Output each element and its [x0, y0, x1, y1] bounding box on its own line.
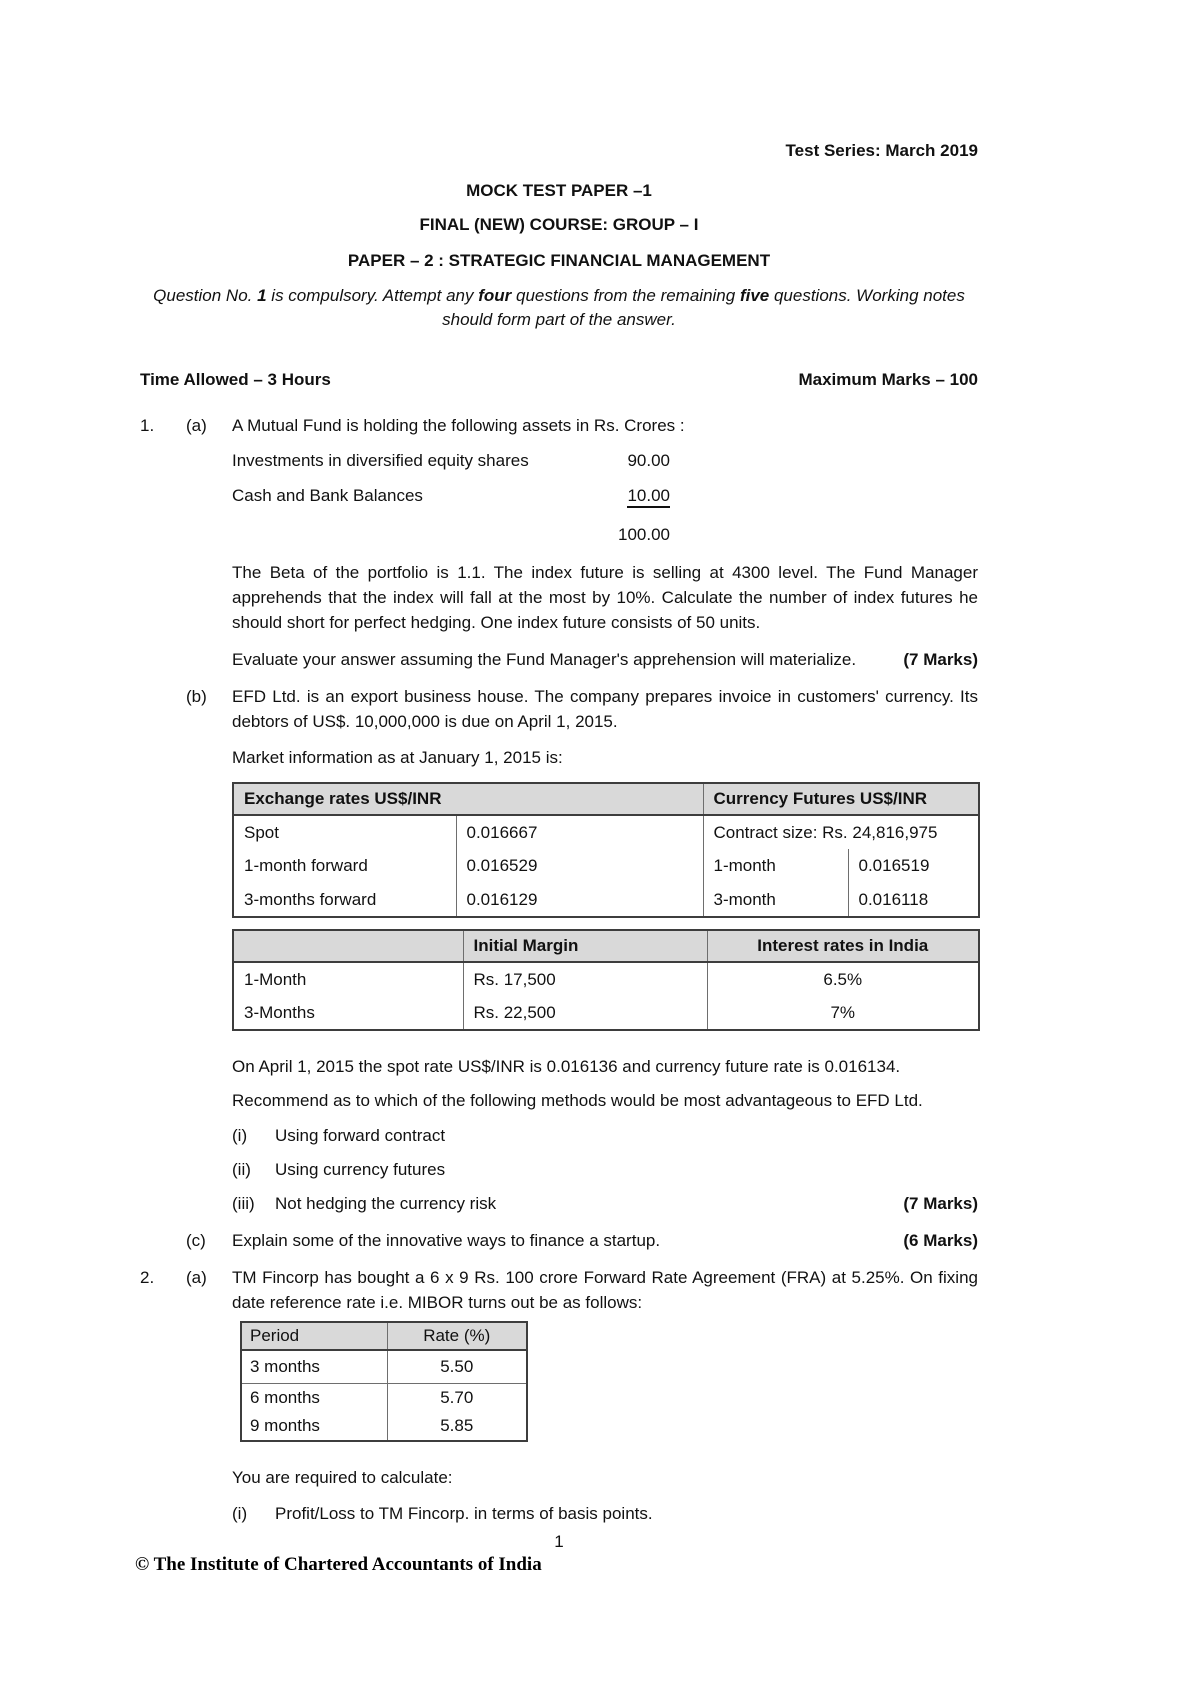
asset-list: [232, 448, 978, 547]
page-number: 1: [554, 1532, 564, 1551]
part-label: (c): [186, 1231, 206, 1250]
margin-interest-table: [232, 929, 980, 1031]
requirement-text: Profit/Loss to TM Fincorp. in terms of basis points.: [275, 1504, 653, 1523]
question-1b-row: [140, 684, 978, 734]
requirement-list: [232, 1501, 978, 1526]
rate-header-cell: Rate (%): [387, 1322, 527, 1350]
empty-header-cell: [233, 930, 463, 962]
currency-futures-header-cell: Currency Futures US$/INR: [703, 783, 979, 815]
table-cell: 7%: [830, 1002, 856, 1022]
question-1a-body: The Beta of the portfolio is 1.1. The index future is selling at 4300 level. The Fund Manager apprehends that the index will fall at the most by 10%. Calculate the number of index futures he should short for perfect hedging. One index future consists of 50 units.: [232, 563, 978, 632]
exam-instruction: [140, 284, 978, 332]
table-cell: 3-Months: [233, 996, 463, 1030]
table-cell: 0.016519: [858, 856, 930, 875]
table-cell: 9 months: [241, 1412, 387, 1441]
requirement-label: (i): [232, 1504, 248, 1523]
question-1c-row: [140, 1228, 978, 1253]
table-cell: 0.016129: [456, 883, 703, 917]
instruction-text: Question No.: [153, 286, 258, 305]
contract-size-cell: Contract size: Rs. 24,816,975: [713, 822, 938, 842]
course-title: FINAL (NEW) COURSE: GROUP – I: [419, 215, 699, 234]
table-cell: 3 months: [241, 1350, 387, 1383]
table-row: [233, 962, 979, 996]
table-cell: 1-month forward: [233, 849, 456, 883]
question-2a-row: [140, 1265, 978, 1315]
evaluate-text: Evaluate your answer assuming the Fund Manager's apprehension will materialize.: [232, 650, 857, 669]
exam-instruction-line-1: [140, 284, 978, 308]
asset-row: [232, 448, 978, 473]
interest-rates-header-cell: Interest rates in India: [707, 930, 979, 962]
april-note: On April 1, 2015 the spot rate US$/INR is 0.016136 and currency future rate is 0.016134.: [232, 1057, 901, 1076]
question-1c-text: Explain some of the innovative ways to finance a startup.: [232, 1231, 661, 1250]
requirement-item: [232, 1501, 978, 1526]
table-cell: 5.50: [387, 1350, 527, 1383]
requirement-line: You are required to calculate:: [232, 1468, 453, 1487]
test-series-label: Test Series: March 2019: [785, 141, 978, 160]
asset-row: [232, 483, 978, 508]
question-number: [140, 1228, 186, 1253]
question-1b-intro: EFD Ltd. is an export business house. The company prepares invoice in customers' currency. Its debtors of US$. 10,000,000 is due on April 1, 2015.: [232, 687, 978, 731]
option-text: Using forward contract: [275, 1126, 446, 1145]
question-number: [140, 684, 186, 734]
part-label: (a): [186, 1268, 207, 1287]
time-allowed-label: Time Allowed – 3 Hours: [140, 370, 331, 389]
marks-badge: (7 Marks): [903, 1194, 978, 1213]
table-cell: 0.016118: [858, 889, 929, 909]
recommend-line: Recommend as to which of the following methods would be most advantageous to EFD Ltd.: [232, 1091, 923, 1110]
table-row: [241, 1350, 527, 1383]
table-cell: 1-month: [703, 849, 848, 883]
table-row: [233, 815, 979, 849]
table-cell: 6.5%: [823, 969, 863, 989]
table-cell: 1-Month: [233, 962, 463, 996]
marks-badge: (7 Marks): [903, 650, 978, 669]
part-label: (b): [186, 687, 207, 706]
table-header-row: [233, 930, 979, 962]
option-list: [232, 1123, 978, 1216]
table-cell: 5.85: [440, 1416, 474, 1435]
subtotal-underline: 10.00: [627, 486, 670, 508]
question-number: 2.: [140, 1268, 155, 1287]
table-cell: 6 months: [241, 1383, 387, 1412]
option-label: (ii): [232, 1160, 251, 1179]
question-1a-intro: A Mutual Fund is holding the following assets in Rs. Crores :: [232, 416, 685, 435]
exam-instruction-line-2: should form part of the answer.: [442, 310, 676, 329]
page-title: MOCK TEST PAPER –1: [466, 181, 652, 200]
instruction-bold: five: [739, 286, 770, 305]
question-2a-intro: TM Fincorp has bought a 6 x 9 Rs. 100 crore Forward Rate Agreement (FRA) at 5.25%. On fixing date reference rate i.e. MIBOR turns out be as follows:: [232, 1268, 978, 1312]
instruction-text: is compulsory. Attempt any: [266, 286, 479, 305]
table-cell: Spot: [233, 815, 456, 849]
asset-value: 90.00: [627, 451, 670, 470]
table-header-row: [241, 1322, 527, 1350]
table-cell: 3-month: [703, 883, 848, 917]
option-text: Not hedging the currency risk: [275, 1194, 497, 1213]
period-header-cell: Period: [241, 1322, 387, 1350]
table-row: [241, 1383, 527, 1412]
table-cell: 5.70: [440, 1387, 474, 1407]
table-row: [241, 1412, 527, 1441]
option-item: [232, 1123, 978, 1148]
question-number: 1.: [140, 416, 155, 435]
option-item: [232, 1157, 978, 1182]
paper-title: PAPER – 2 : STRATEGIC FINANCIAL MANAGEMENT: [347, 251, 771, 270]
option-label: (i): [232, 1126, 248, 1145]
asset-name: [232, 522, 608, 547]
option-item: [232, 1191, 978, 1216]
table-row: [233, 883, 979, 917]
market-info-line: Market information as at January 1, 2015 is:: [232, 748, 563, 767]
asset-name: Investments in diversified equity shares: [232, 451, 529, 470]
table-cell: Rs. 22,500: [463, 996, 707, 1030]
initial-margin-header-cell: Initial Margin: [463, 930, 707, 962]
page-content: [140, 0, 978, 1554]
table-cell: 3-months forward: [233, 883, 456, 917]
marks-badge: (6 Marks): [903, 1231, 978, 1250]
time-marks-row: [140, 370, 978, 390]
asset-value: [608, 483, 670, 508]
maximum-marks-label: Maximum Marks – 100: [798, 370, 978, 389]
table-cell: Rs. 17,500: [463, 962, 707, 996]
part-label: (a): [186, 416, 207, 435]
asset-total-value: 100.00: [618, 525, 670, 544]
question-1a-row: [140, 413, 978, 438]
option-text: Using currency futures: [275, 1160, 446, 1179]
exchange-rates-header-cell: Exchange rates US$/INR: [233, 783, 703, 815]
table-cell: 0.016529: [456, 849, 703, 883]
question-1c-body: [232, 1228, 978, 1253]
instruction-text: questions from the remaining: [511, 286, 740, 305]
instruction-bold: 1: [257, 286, 267, 305]
instruction-text: questions. Working notes: [769, 286, 965, 305]
asset-name: Cash and Bank Balances: [232, 486, 423, 505]
mibor-rate-table: [240, 1321, 528, 1442]
question-1a-evaluate-row: [232, 647, 978, 672]
table-header-row: [233, 783, 979, 815]
table-row: [233, 996, 979, 1030]
asset-total-row: [232, 522, 978, 547]
table-cell: 0.016667: [456, 815, 703, 849]
option-label: (iii): [232, 1194, 255, 1213]
copyright-footer: © The Institute of Chartered Accountants of India: [135, 1554, 542, 1575]
exchange-rates-table: [232, 782, 980, 918]
instruction-bold: four: [478, 286, 512, 305]
table-row: [233, 849, 979, 883]
